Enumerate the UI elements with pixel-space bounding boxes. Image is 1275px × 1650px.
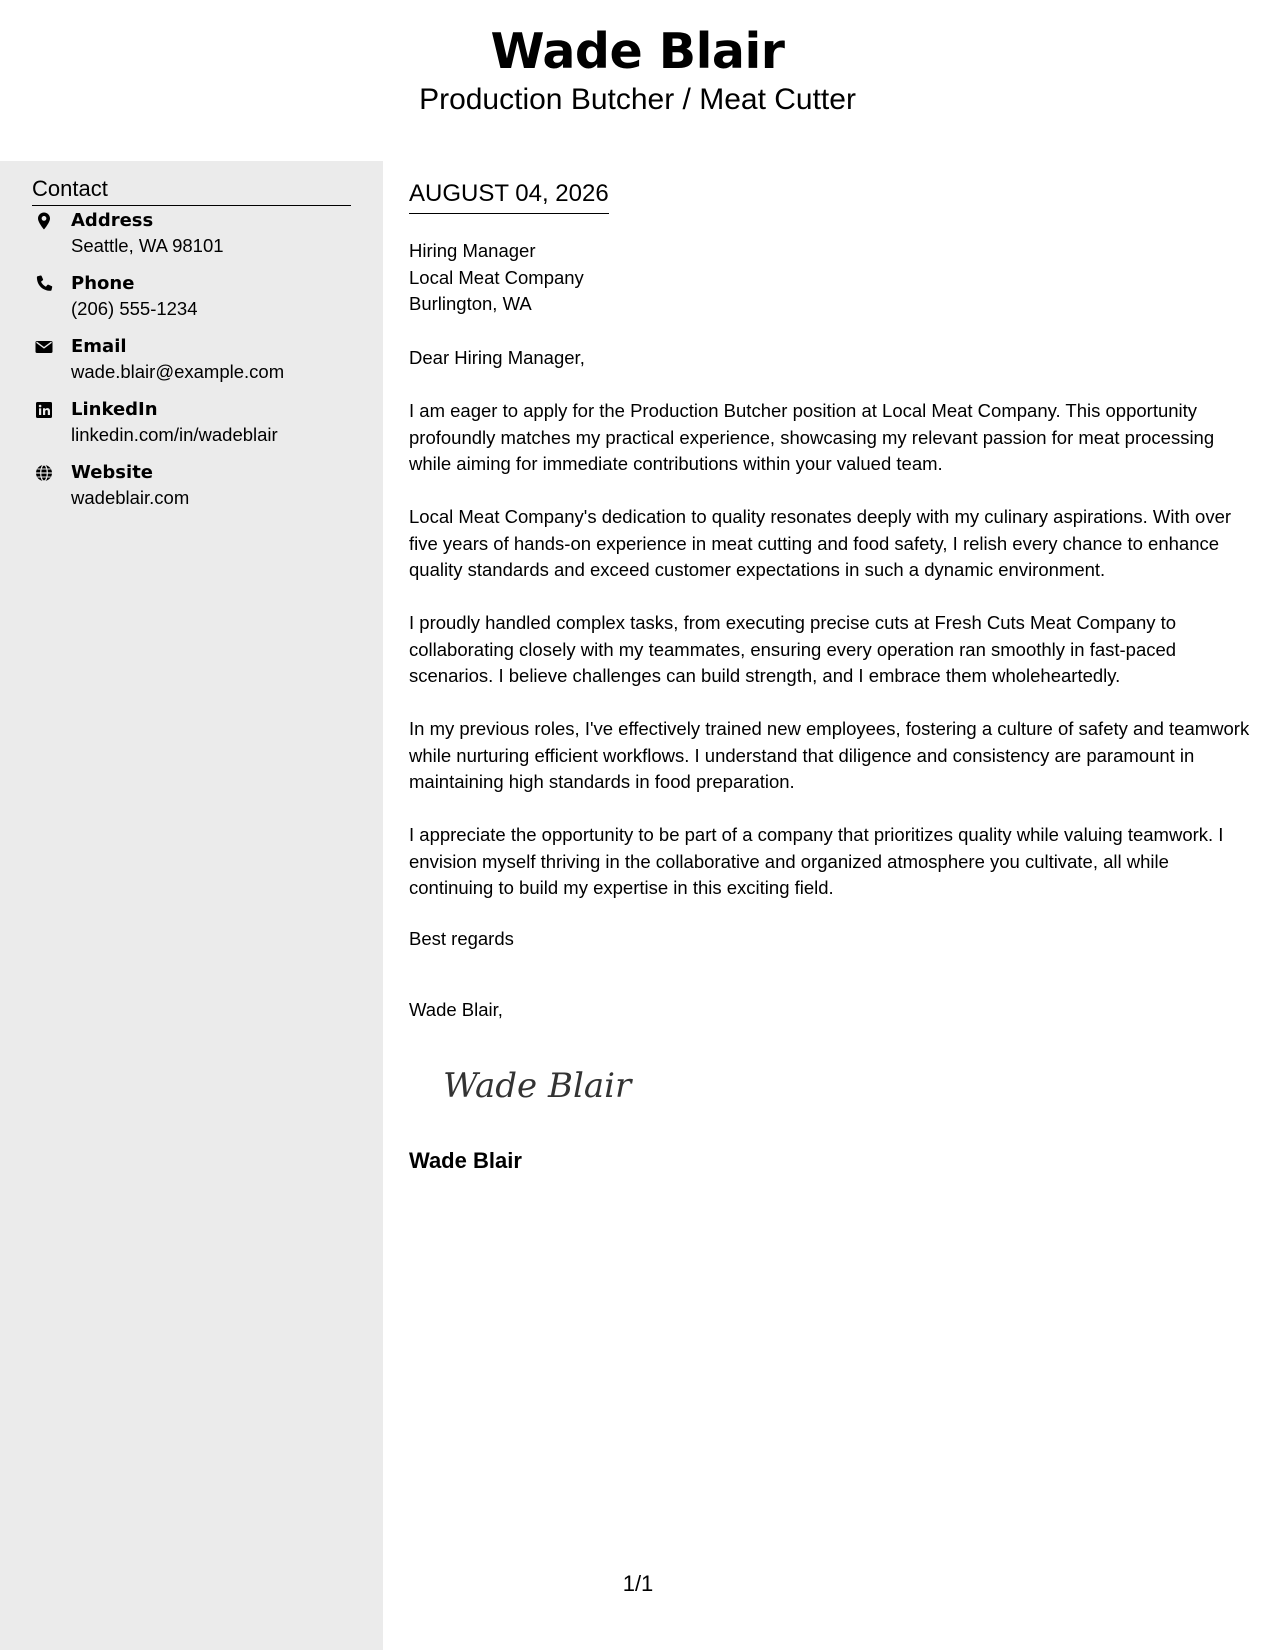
contact-label: Website (71, 462, 154, 483)
closing: Best regards (409, 928, 514, 949)
contact-item-phone (32, 272, 362, 328)
recipient-line: Local Meat Company (409, 266, 584, 288)
recipient-block (409, 238, 584, 318)
job-title: Production Butcher / Meat Cutter (419, 83, 856, 116)
letter-paragraphs (409, 398, 1255, 928)
linkedin-icon (34, 400, 54, 420)
printed-name: Wade Blair (409, 1148, 522, 1173)
letter-paragraph: Local Meat Company's dedication to quality resonates deeply with my culinary aspirations. With over five years of hands-on experience in meat cutting and food safety, I relish every chance to enhance quality standards and exceed customer expectations in such a dynamic environment. (409, 506, 1232, 580)
letter-header (0, 0, 1275, 161)
letter-paragraph: I proudly handled complex tasks, from executing precise cuts at Fresh Cuts Meat Company to collaborating closely with my teammates, ensuring every operation ran smoothly in fast-paced scenarios. I believe challenges can build strength, and I embrace them wholeheartedly. (409, 612, 1177, 686)
signature-text: Wade Blair (443, 1066, 632, 1106)
letter-paragraph: I am eager to apply for the Production Butcher position at Local Meat Company. This opportunity profoundly matches my practical experience, showcasing my relevant passion for meat processing while aiming for immediate contributions within your valued team. (409, 400, 1215, 474)
contact-item-address (32, 209, 362, 265)
letter-paragraph: I appreciate the opportunity to be part of a company that prioritizes quality while valuing teamwork. I envision myself thriving in the collaborative and organized atmosphere you cultivate, all while continuing to build my expertise in this exciting field. (409, 824, 1224, 898)
envelope-icon (34, 337, 54, 357)
contact-item-email (32, 335, 362, 391)
contact-label: Email (71, 336, 127, 357)
contact-item-website (32, 461, 362, 517)
contact-item-linkedin (32, 398, 362, 454)
recipient-line: Burlington, WA (409, 293, 532, 314)
letter-date: AUGUST 04, 2026 (409, 179, 609, 214)
contact-value: wade.blair@example.com (71, 361, 285, 382)
letter-paragraph: In my previous roles, I've effectively trained new employees, fostering a culture of safety and teamwork while nurturing efficient workflows. I understand that diligence and consistency are paramount in maintaining high standards in food preparation. (409, 718, 1250, 792)
contact-value[interactable]: wadeblair.com (71, 487, 190, 508)
applicant-name: Wade Blair (490, 23, 785, 80)
contact-section-title: Contact (32, 175, 351, 206)
globe-icon (34, 463, 54, 483)
page-number: 1/1 (622, 1571, 654, 1596)
signoff-name: Wade Blair, (409, 999, 503, 1020)
contact-label: LinkedIn (71, 399, 158, 420)
map-pin-icon (34, 211, 54, 231)
recipient-line: Hiring Manager (409, 240, 536, 261)
handwritten-signature (441, 1061, 641, 1111)
contact-value: (206) 555-1234 (71, 298, 198, 319)
salutation: Dear Hiring Manager, (409, 347, 585, 368)
phone-icon (34, 274, 54, 294)
contact-label: Address (71, 210, 154, 231)
contact-sidebar (0, 161, 383, 1650)
contact-value: Seattle, WA 98101 (71, 235, 224, 256)
contact-label: Phone (71, 273, 135, 294)
contact-value[interactable]: linkedin.com/in/wadeblair (71, 424, 278, 445)
